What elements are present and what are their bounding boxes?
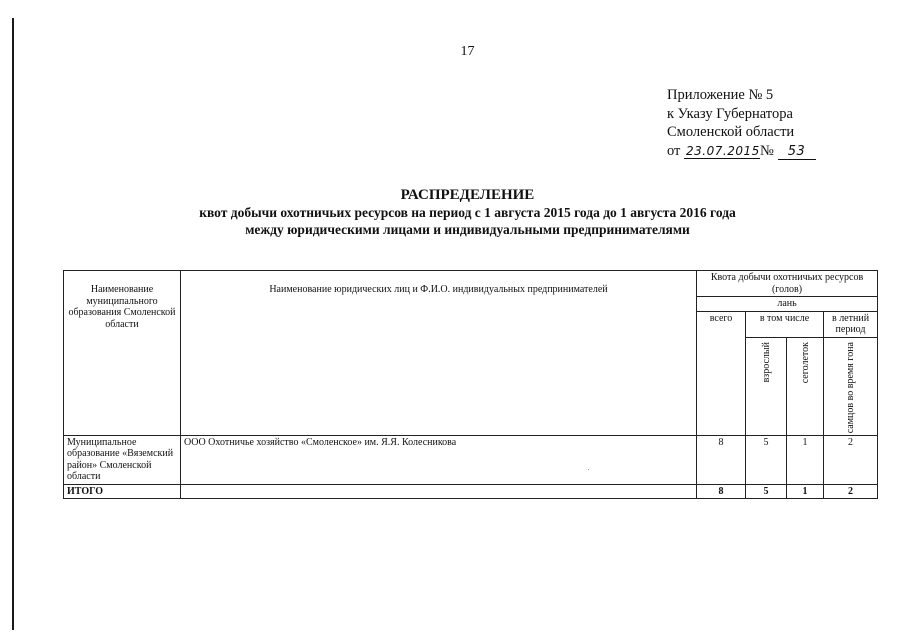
header-total xyxy=(697,311,746,435)
header-species xyxy=(697,297,878,312)
totals-row xyxy=(64,484,878,499)
document-title: РАСПРЕДЕЛЕНИЕ xyxy=(400,187,535,203)
header-municipality-text: Наименование муниципального образования Смоленской области xyxy=(68,284,176,330)
header-summer xyxy=(824,311,878,337)
row-entity: ООО Охотничье хозяйство «Смоленское» им. Я.Я. Колесникова xyxy=(181,435,697,484)
header-entities-text: Наименование юридических лиц и Ф.И.О. индивидуальных предпринимателей xyxy=(269,284,608,295)
header-quota xyxy=(697,271,878,297)
number-prefix: № xyxy=(760,142,774,159)
document-subtitle-2: между юридическими лицами и индивидуальными предпринимателями xyxy=(245,222,690,237)
page-edge-line xyxy=(12,18,14,630)
row-total: 8 xyxy=(697,435,746,484)
title-block xyxy=(0,186,905,238)
header-entities xyxy=(181,271,697,436)
header-including-text: в том числе xyxy=(759,312,810,324)
quota-table xyxy=(63,270,878,499)
header-including xyxy=(746,311,824,337)
header-summer-text: в летний период xyxy=(831,312,870,335)
handwritten-date: 23.07.2015 xyxy=(686,143,760,158)
handwritten-number: 53 xyxy=(778,145,816,160)
appendix-block xyxy=(667,86,816,160)
appendix-line-1: Приложение № 5 xyxy=(667,87,774,103)
scan-speck xyxy=(588,469,589,470)
row-yearling: 1 xyxy=(787,435,824,484)
header-males-rut xyxy=(824,337,878,435)
header-species-text: лань xyxy=(777,298,797,309)
totals-total: 8 xyxy=(697,484,746,499)
totals-label: ИТОГО xyxy=(64,484,181,499)
appendix-date-line xyxy=(667,142,816,161)
row-adult: 5 xyxy=(746,435,787,484)
totals-summer: 2 xyxy=(824,484,878,499)
row-summer: 2 xyxy=(824,435,878,484)
header-adult xyxy=(746,337,787,435)
totals-yearling: 1 xyxy=(787,484,824,499)
header-males-rut-text: самцов во время гона xyxy=(845,341,857,433)
header-quota-text: Квота добычи охотничьих ресурсов (голов) xyxy=(710,272,864,295)
page-number: 17 xyxy=(460,44,475,59)
date-prefix: от xyxy=(667,142,681,159)
totals-adult: 5 xyxy=(746,484,787,499)
header-yearling xyxy=(787,337,824,435)
table-row xyxy=(64,435,878,484)
appendix-line-2: к Указу Губернатора xyxy=(667,105,793,122)
appendix-line-3: Смоленской области xyxy=(667,124,795,140)
document-subtitle-1: квот добычи охотничьих ресурсов на период с 1 августа 2015 года до 1 августа 2016 года xyxy=(199,205,736,220)
header-total-text: всего xyxy=(709,312,733,324)
header-adult-text: взрослый xyxy=(760,341,772,382)
header-municipality xyxy=(64,271,181,436)
header-yearling-text: сеголеток xyxy=(799,341,811,383)
row-municipality: Муниципальное образование «Вяземский район» Смоленской области xyxy=(64,435,181,484)
totals-empty xyxy=(181,484,697,499)
